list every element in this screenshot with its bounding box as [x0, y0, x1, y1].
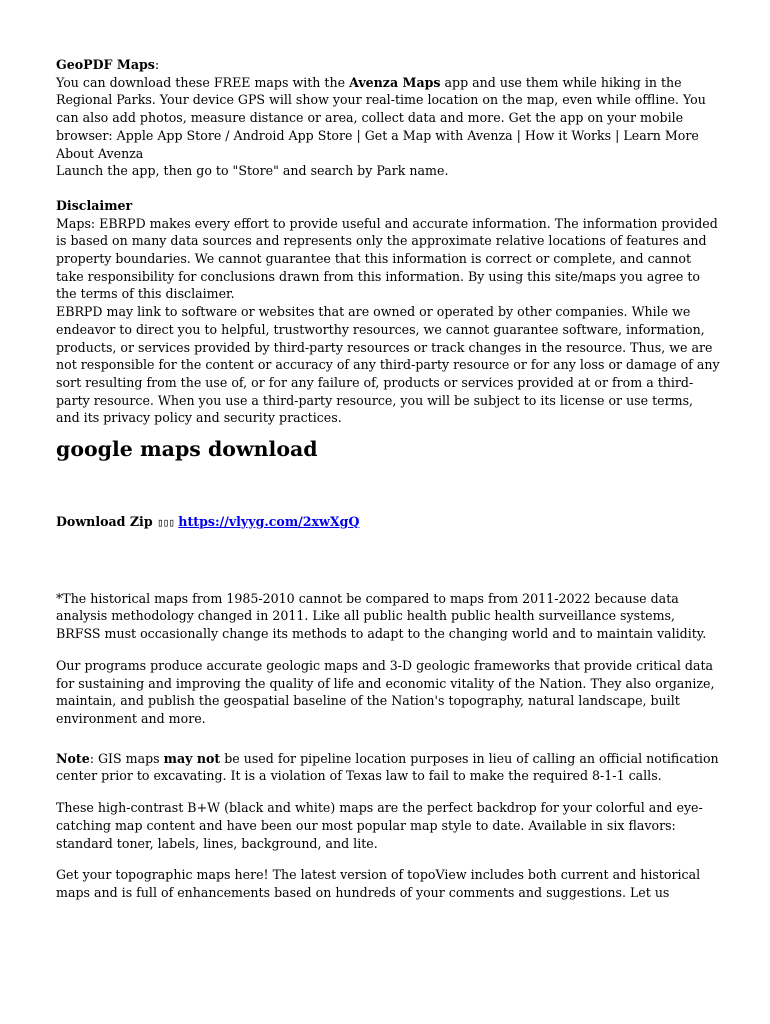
may-not-bold: may not: [163, 750, 221, 766]
page-title: google maps download: [56, 437, 318, 462]
download-link[interactable]: https://vlyyg.com/2xwXgQ: [178, 514, 360, 530]
geopdf-heading: GeoPDF Maps: [56, 57, 155, 72]
geopdf-heading-colon: :: [154, 57, 160, 72]
note-colon-text: : GIS maps: [89, 750, 164, 766]
programs-paragraph: Our programs produce accurate geologic maps and 3-D geologic frameworks that provide critical data for sustaining and improving the quality of life and economic vitality of the Nation. They also organize, maintain, and publish the geospatial baseline of the Nation's topography, natural landscape, built environment and more.: [56, 657, 715, 726]
note-label: Note: [56, 750, 90, 766]
document-page: [56, 56, 720, 902]
contrast-maps-paragraph: These high-contrast B+W (black and white) maps are the perfect backdrop for your colorful and eye-catching map content and have been our most popular map style to date. Available in six flavors: standard toner, labels, lines, background, and lite.: [56, 800, 703, 851]
disclaimer-para-1: Maps: EBRPD makes every effort to provide useful and accurate information. The information provided is based on many data sources and represents only the approximate relative locations of features and property boundaries. We cannot guarantee that this information is correct or complete, and cannot take responsibility for conclusions drawn from this information. By using this site/maps you agree to the terms of this disclaimer.: [56, 215, 718, 302]
note-rest-text: be used for pipeline location purposes in lieu of calling an official notification center prior to excavating. It is a violation of Texas law to fail to make the required 8-1-1 calls.: [56, 750, 719, 784]
geopdf-section: [56, 56, 720, 180]
download-glyphs: ▯▯▯: [157, 516, 174, 530]
geopdf-launch-text: Launch the app, then go to "Store" and search by Park name.: [56, 163, 449, 179]
note-paragraph: [56, 750, 720, 785]
download-line: [56, 513, 720, 532]
disclaimer-para-2: EBRPD may link to software or websites that are owned or operated by other companies. While we endeavor to direct you to helpful, trustworthy resources, we cannot guarantee software, information, products, or services provided by third-party resources or track changes in the resource. Thus, we are not responsible for the content or accuracy of any third-party resource or for any loss or damage of any sort resulting from the use of, or for any failure of, products or services provided at or from a third-party resource. When you use a third-party resource, you will be subject to its license or use terms, and its privacy policy and security practices.: [56, 304, 720, 426]
disclaimer-section: [56, 197, 720, 427]
geopdf-text-pre: You can download these FREE maps with the: [56, 74, 350, 90]
download-label: Download Zip: [56, 514, 153, 530]
geopdf-text-post: app and use them while hiking in the Regional Parks. Your device GPS will show your real-time location on the map, even while offline. You can also add photos, measure distance or area, collect data and more. Get the app on your mobile browser: Apple App Store / Android App Store | Get a Map with Avenza | How it Works | Learn More About Avenza: [56, 74, 706, 161]
disclaimer-heading: Disclaimer: [56, 197, 133, 213]
topo-paragraph: Get your topographic maps here! The latest version of topoView includes both current and historical maps and is full of enhancements based on hundreds of your comments and suggestions. Let us: [56, 867, 701, 900]
historical-maps-paragraph: *The historical maps from 1985-2010 cannot be compared to maps from 2011-2022 because data analysis methodology changed in 2011. Like all public health public health surveillance systems, BRFSS must occasionally change its methods to adapt to the changing world and to maintain validity.: [56, 590, 707, 642]
avenza-maps-bold: Avenza Maps: [349, 74, 441, 90]
